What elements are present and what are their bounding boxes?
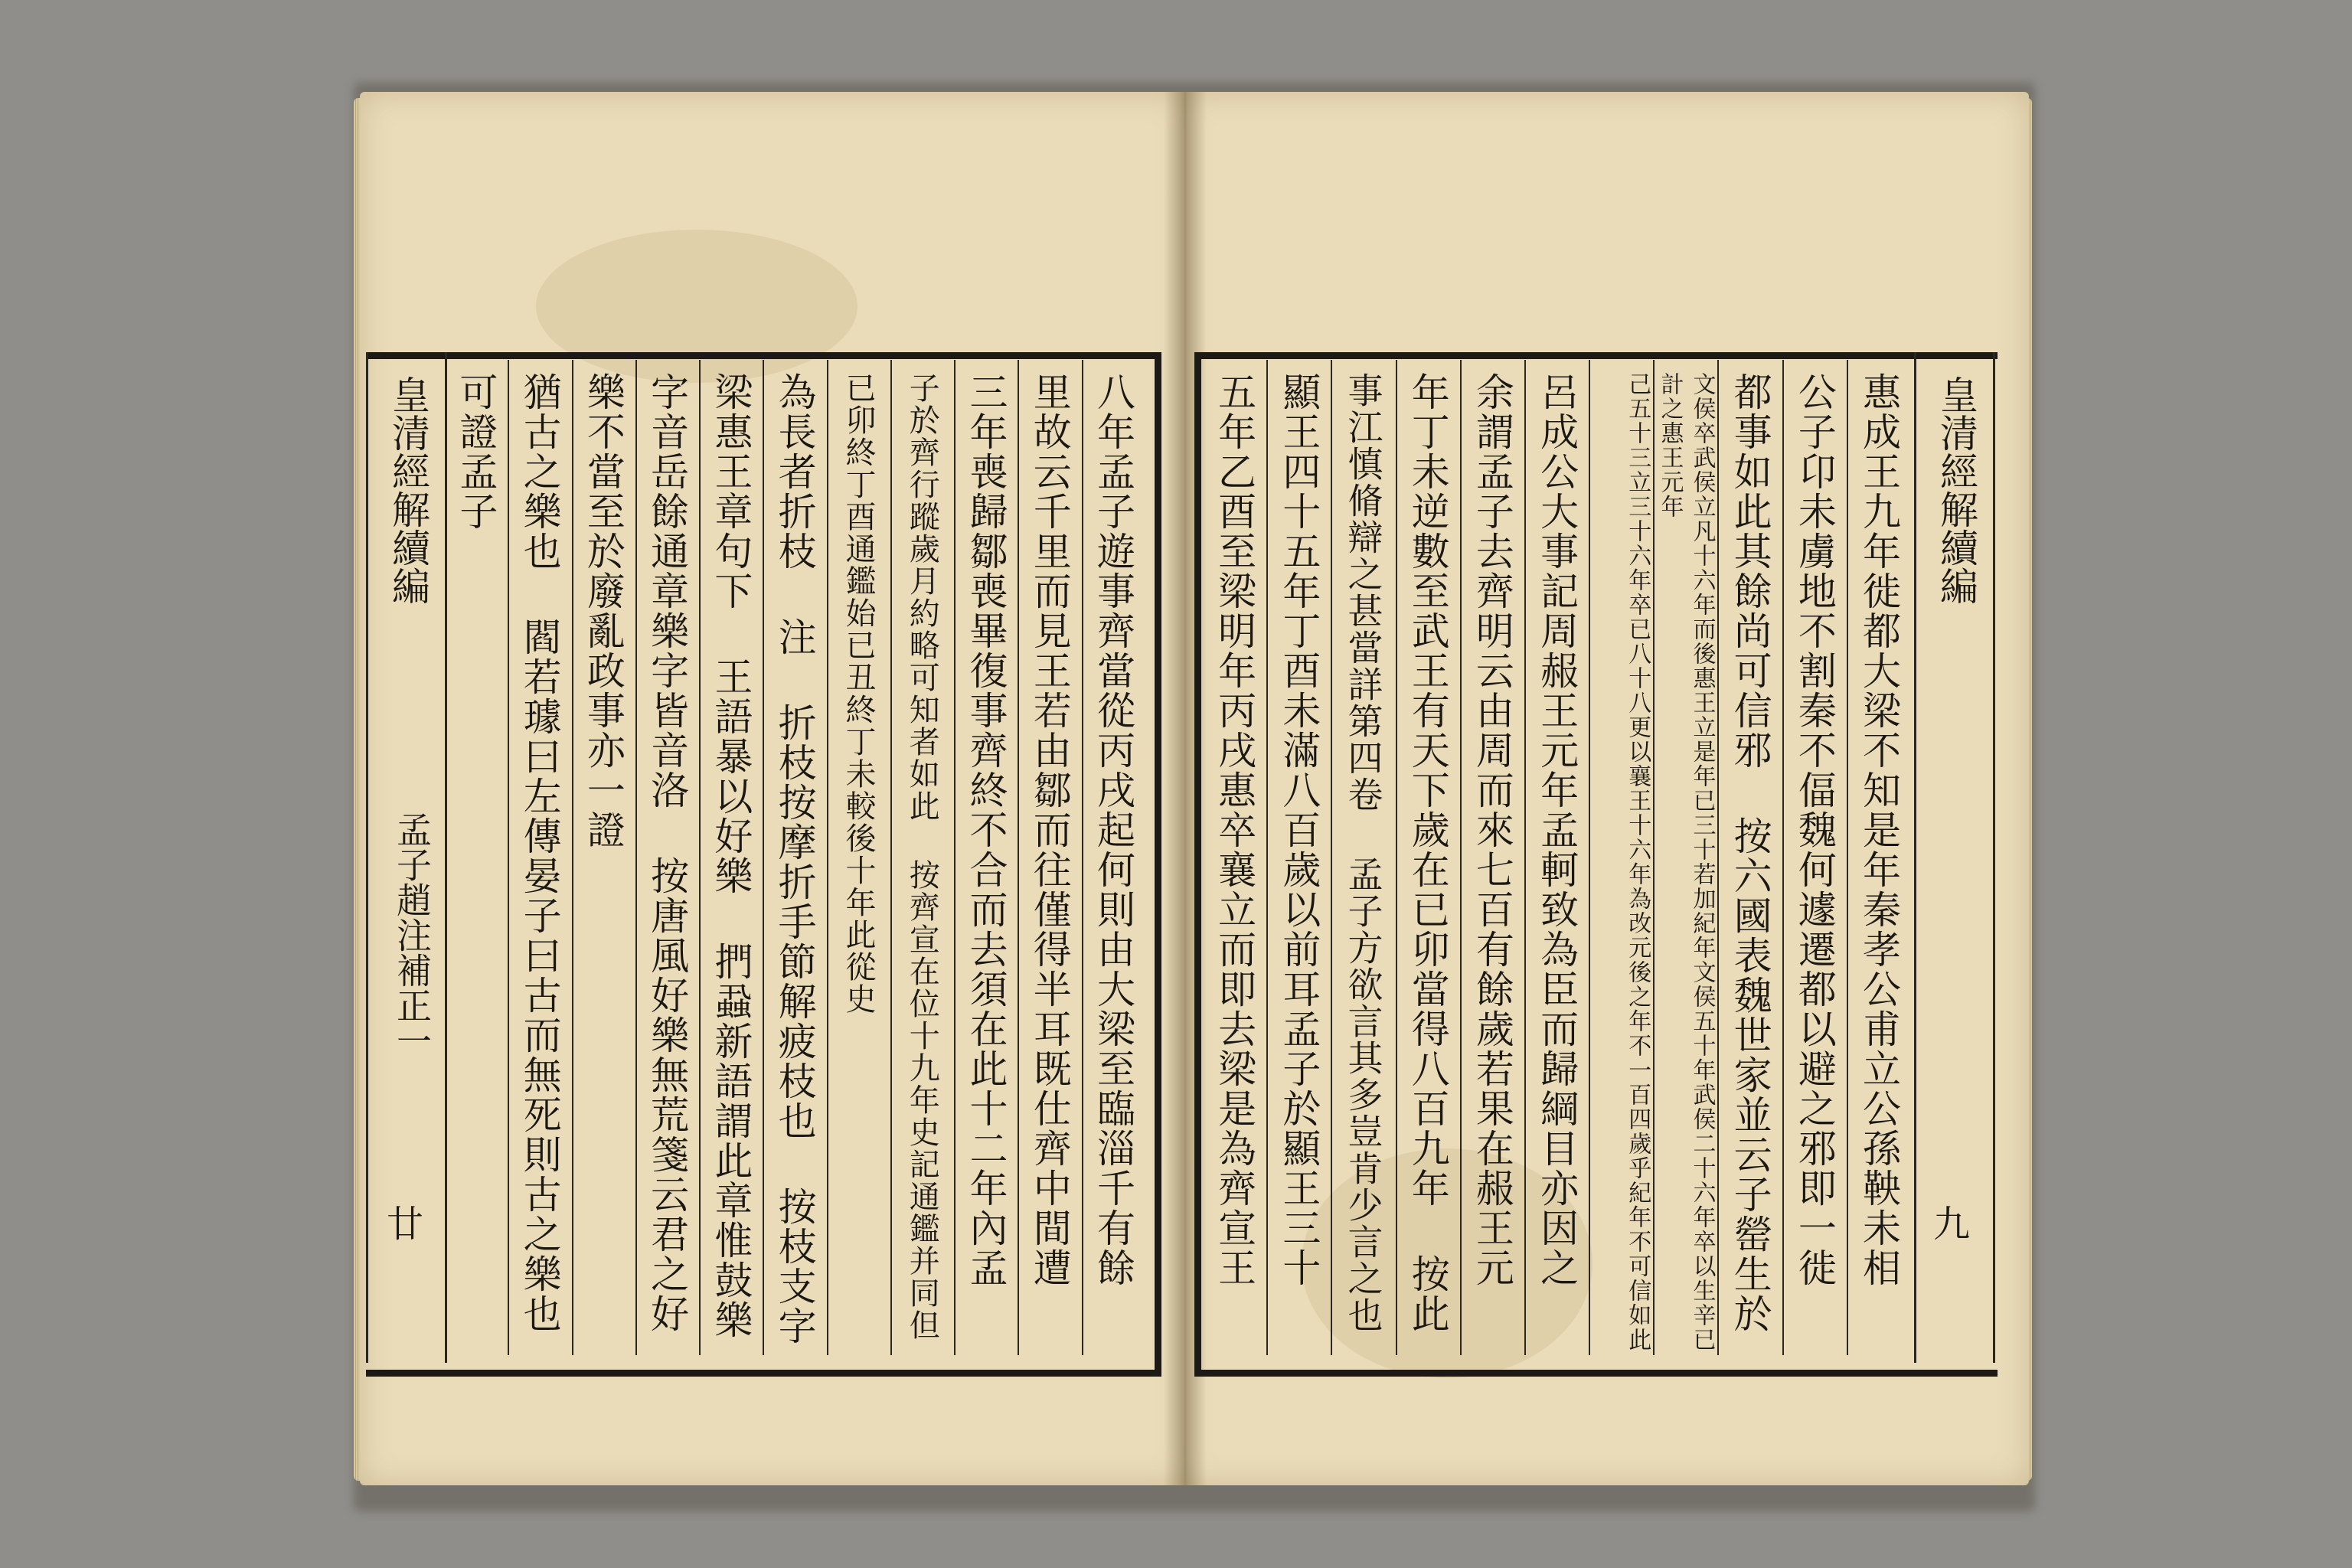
text-column: 惠成王九年徙都大梁不知是年秦孝公甫立公孫鞅未相 <box>1847 360 1911 1355</box>
right-page-text <box>1204 360 1911 1355</box>
left-margin-title: 皇清經解續編 <box>386 375 430 605</box>
left-page-text <box>446 360 1145 1355</box>
text-column: 顯王四十五年丁酉未滿八百歲以前耳孟子於顯王三十 <box>1266 360 1331 1355</box>
text-column: 公子卬未虜地不割秦不偪魏何遽遷都以避之邪即一徙 <box>1782 360 1847 1355</box>
text-column: 八年孟子遊事齊當從丙戌起何則由大梁至臨淄千有餘 <box>1082 360 1145 1355</box>
text-column: 字音岳餘通章樂字皆音洛 按唐風好樂無荒箋云君之好 <box>635 360 699 1355</box>
text-column: 年丁未逆數至武王有天下歲在已卯當得八百九年 按此 <box>1396 360 1460 1355</box>
text-column: 可證孟子 <box>453 372 498 531</box>
text-column: 文侯卒武侯立凡十六年而後惠王立是年已三十若加紀年文侯五十年武侯二十六年卒以生辛已計之惠王元年 <box>1653 360 1717 1355</box>
right-page-number: 九 <box>1933 1203 1971 1246</box>
text-column: 已卯終丁酉通鑑始已丑終丁未較後十年此從史 <box>827 360 890 1355</box>
text-column: 三年喪歸鄒喪畢復事齊終不合而去須在此十二年內孟 <box>954 360 1018 1355</box>
text-column: 梁惠王章句下 王語暴以好樂 捫蝨新語謂此章惟鼓樂 <box>699 360 763 1355</box>
text-column: 猶古之樂也 閻若璩曰左傳晏子曰古而無死則古之樂也 <box>508 360 571 1355</box>
text-column: 事江慎脩辯之甚當詳第四卷 孟子方欲言其多豈肯少言之也 <box>1331 360 1395 1355</box>
text-column: 里故云千里而見王若由鄒而往僅得半耳既仕齊中間遭 <box>1018 360 1081 1355</box>
text-column: 呂成公大事記周赧王元年孟軻致為臣而歸綱目亦因之 <box>1524 360 1589 1355</box>
text-column: 己五十三立三十六年卒已八十八更以襄王十六年為改元後之年不一百四歲乎紀年不可信如此 <box>1589 360 1653 1355</box>
left-page-number: 廿 <box>387 1203 424 1246</box>
text-column: 子於齊行蹤歲月約略可知者如此 按齊宣在位十九年史記通鑑并同但 <box>890 360 954 1355</box>
text-column: 為長者折枝 注 折枝按摩折手節解疲枝也 按枝支字 <box>763 360 826 1355</box>
text-column: 樂不當至於廢亂政事亦一證 <box>572 360 635 1355</box>
text-column: 五年乙酉至梁明年丙戌惠卒襄立而即去梁是為齊宣王 <box>1212 372 1257 1288</box>
left-margin-subtitle: 孟子趙注補正一 <box>391 812 433 1058</box>
right-margin-title: 皇清經解續編 <box>1934 375 1978 605</box>
text-column: 余謂孟子去齊明云由周而來七百有餘歲若果在赧王元 <box>1460 360 1524 1355</box>
text-column: 都事如此其餘尚可信邪 按六國表魏世家並云子罃生於 <box>1717 360 1782 1355</box>
